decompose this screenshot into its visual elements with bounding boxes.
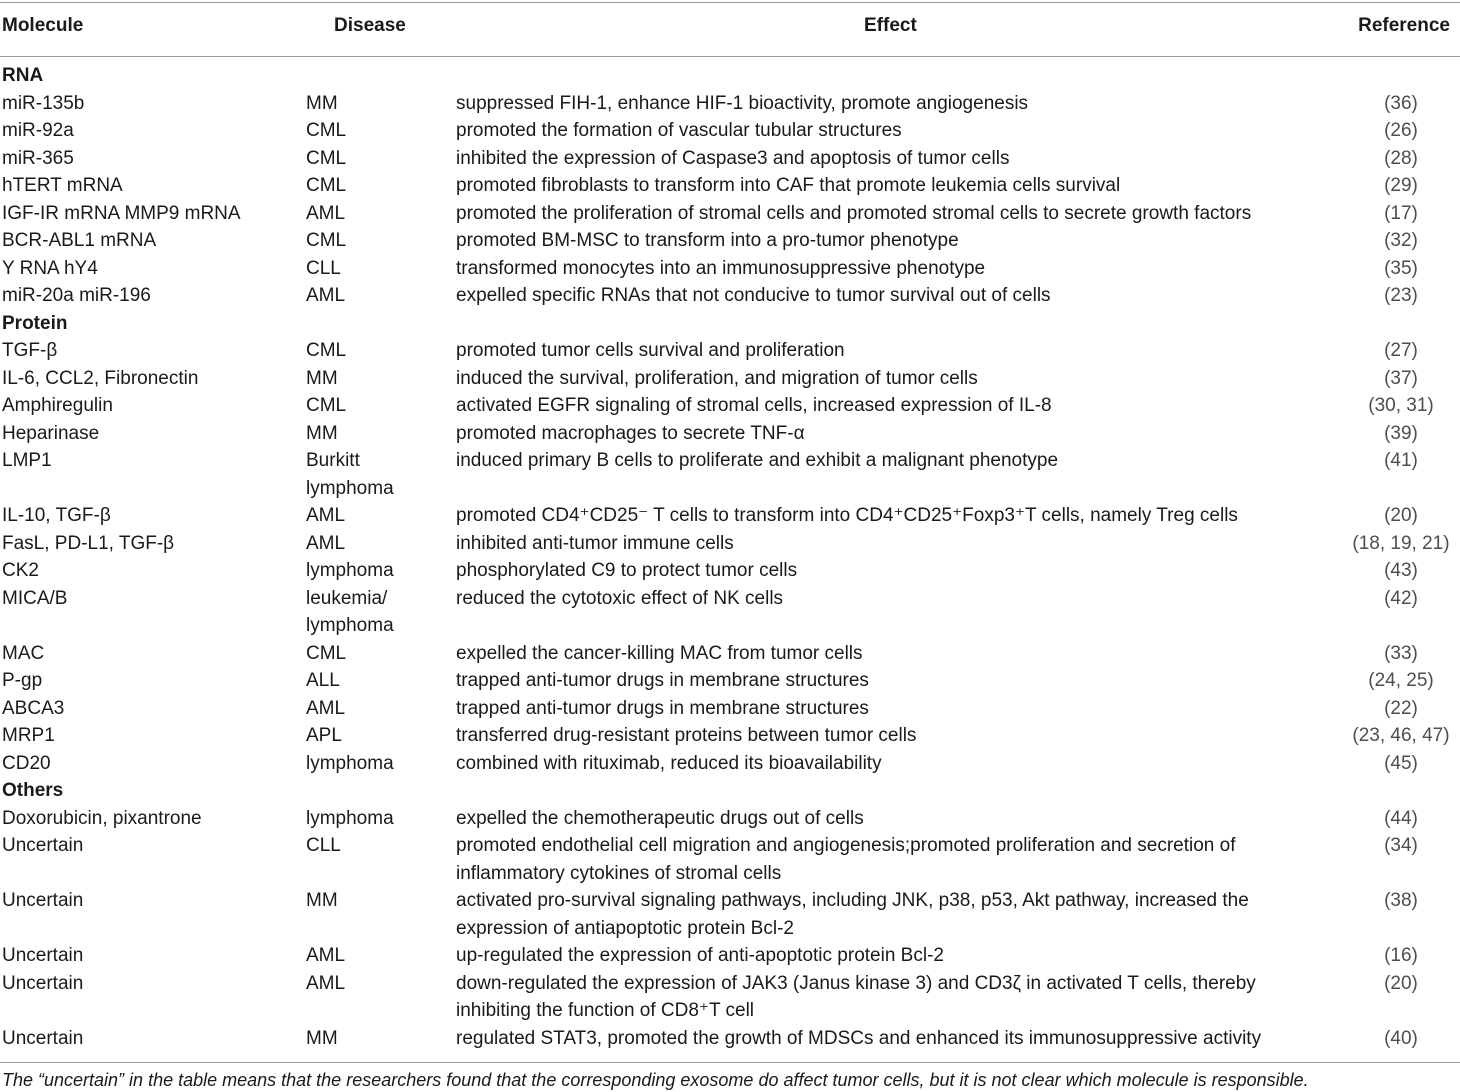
cell-molecule: Heparinase — [2, 422, 100, 444]
cell-disease: AML — [306, 697, 346, 719]
cell-effect: combined with rituximab, reduced its bioavailability — [456, 752, 882, 774]
cell-disease: MM — [306, 367, 338, 389]
cell-molecule: miR-365 — [2, 147, 74, 169]
header-rule — [0, 56, 1460, 57]
cell-effect-line2: inflammatory cytokines of stromal cells — [456, 862, 782, 884]
cell-molecule: MAC — [2, 642, 45, 664]
cell-reference: (41) — [1384, 450, 1418, 471]
cell-effect: expelled specific RNAs that not conducive to tumor survival out of cells — [456, 285, 1051, 306]
table-row — [0, 530, 1460, 558]
section-row — [0, 310, 1460, 338]
cell-disease: AML — [306, 532, 346, 554]
cell-reference: (40) — [1384, 1027, 1418, 1049]
cell-disease: AML — [306, 972, 346, 994]
cell-effect: transferred drug-resistant proteins between tumor cells — [456, 725, 917, 746]
cell-reference: (20) — [1384, 972, 1418, 994]
cell-disease: MM — [306, 422, 338, 444]
cell-molecule: miR-20a miR-196 — [2, 285, 151, 306]
cell-reference: (33) — [1384, 642, 1418, 664]
table-row — [0, 255, 1460, 283]
table-row — [0, 805, 1460, 833]
cell-reference: (37) — [1384, 367, 1418, 389]
cell-reference: (30, 31) — [1368, 395, 1434, 416]
cell-disease: CML — [306, 120, 347, 141]
table-row — [0, 172, 1460, 200]
table-footnote: The “uncertain” in the table means that the researchers found that the corresponding exosome do affect tumor cells, but it is not clear which molecule is responsible. — [2, 1070, 1309, 1090]
cell-effect: promoted the formation of vascular tubular structures — [456, 120, 902, 141]
cell-reference: (16) — [1384, 945, 1418, 966]
cell-effect: promoted macrophages to secrete TNF-α — [456, 422, 805, 444]
section-label: Protein — [2, 312, 68, 334]
table-row — [0, 832, 1460, 887]
cell-effect: promoted endothelial cell migration and angiogenesis;promoted proliferation and secretion of — [456, 835, 1236, 856]
cell-disease: AML — [306, 505, 346, 526]
table-row — [0, 365, 1460, 393]
cell-molecule: Y RNA hY4 — [2, 257, 98, 279]
cell-reference: (36) — [1384, 92, 1418, 114]
cell-disease: MM — [306, 890, 338, 911]
cell-reference: (38) — [1384, 890, 1418, 911]
cell-effect: promoted the proliferation of stromal cells and promoted stromal cells to secrete growth factors — [456, 202, 1252, 224]
cell-disease: AML — [306, 945, 346, 966]
table-row — [0, 90, 1460, 118]
cell-molecule: IL-6, CCL2, Fibronectin — [2, 367, 199, 389]
cell-disease: CLL — [306, 257, 341, 279]
cell-disease: lymphoma — [306, 807, 394, 829]
cell-disease: lymphoma — [306, 560, 394, 581]
cell-reference: (45) — [1384, 752, 1418, 774]
cell-effect: induced primary B cells to proliferate and exhibit a malignant phenotype — [456, 450, 1059, 471]
cell-reference: (35) — [1384, 257, 1418, 279]
cell-molecule: Uncertain — [2, 945, 84, 966]
cell-effect: promoted tumor cells survival and proliferation — [456, 340, 845, 361]
header-reference: Reference — [1358, 15, 1450, 36]
cell-molecule: TGF-β — [2, 340, 58, 361]
cell-molecule: IGF-IR mRNA MMP9 mRNA — [2, 202, 241, 224]
cell-effect-line2: expression of antiapoptotic protein Bcl-2 — [456, 917, 794, 939]
cell-effect: promoted fibroblasts to transform into CAF that promote leukemia cells survival — [456, 175, 1121, 196]
cell-reference: (39) — [1384, 422, 1418, 444]
table-row — [0, 667, 1460, 695]
cell-disease: CML — [306, 147, 347, 169]
cell-reference: (28) — [1384, 147, 1418, 169]
cell-disease: CLL — [306, 835, 341, 856]
cell-reference: (26) — [1384, 120, 1418, 141]
cell-disease: AML — [306, 285, 346, 306]
cell-disease: leukemia/ — [306, 587, 388, 609]
cell-disease: AML — [306, 202, 346, 224]
cell-disease-line2: lymphoma — [306, 615, 394, 636]
section-label: RNA — [2, 65, 44, 86]
cell-disease: CML — [306, 642, 347, 664]
cell-molecule: CK2 — [2, 560, 39, 581]
cell-effect: expelled the cancer-killing MAC from tumor cells — [456, 642, 863, 664]
cell-reference: (23) — [1384, 285, 1418, 306]
cell-effect: promoted BM-MSC to transform into a pro-tumor phenotype — [456, 230, 959, 251]
cell-effect: transformed monocytes into an immunosuppressive phenotype — [456, 257, 986, 279]
table-row — [0, 887, 1460, 942]
cell-effect: up-regulated the expression of anti-apoptotic protein Bcl-2 — [456, 945, 944, 966]
cell-reference: (32) — [1384, 230, 1418, 251]
section-label: Others — [2, 780, 64, 801]
cell-molecule: MICA/B — [2, 587, 68, 609]
cell-effect: trapped anti-tumor drugs in membrane structures — [456, 697, 869, 719]
table-row — [0, 502, 1460, 530]
cell-molecule: Uncertain — [2, 972, 84, 994]
cell-effect: trapped anti-tumor drugs in membrane structures — [456, 670, 869, 691]
cell-reference: (23, 46, 47) — [1352, 725, 1450, 746]
cell-effect: suppressed FIH-1, enhance HIF-1 bioactivity, promote angiogenesis — [456, 92, 1029, 114]
cell-molecule: P-gp — [2, 670, 43, 691]
cell-molecule: LMP1 — [2, 450, 52, 471]
cell-disease: lymphoma — [306, 752, 394, 774]
cell-reference: (17) — [1384, 202, 1418, 224]
cell-reference: (18, 19, 21) — [1352, 532, 1450, 554]
cell-disease-line2: lymphoma — [306, 477, 394, 499]
cell-disease: MM — [306, 92, 338, 114]
table-row — [0, 420, 1460, 448]
cell-molecule: Uncertain — [2, 1027, 84, 1049]
cell-molecule: miR-92a — [2, 120, 74, 141]
table-row — [0, 585, 1460, 640]
cell-molecule: MRP1 — [2, 725, 55, 746]
cell-disease: ALL — [306, 670, 340, 691]
table-row — [0, 1025, 1460, 1053]
cell-molecule: hTERT mRNA — [2, 175, 123, 196]
cell-effect: inhibited the expression of Caspase3 and apoptosis of tumor cells — [456, 147, 1010, 169]
cell-molecule: Doxorubicin, pixantrone — [2, 807, 202, 829]
table-row — [0, 282, 1460, 310]
cell-reference: (22) — [1384, 697, 1418, 719]
table-row — [0, 640, 1460, 668]
cell-molecule: miR-135b — [2, 92, 85, 114]
cell-effect: phosphorylated C9 to protect tumor cells — [456, 560, 798, 581]
cell-molecule: Amphiregulin — [2, 395, 113, 416]
table-row — [0, 750, 1460, 778]
cell-effect: expelled the chemotherapeutic drugs out of cells — [456, 807, 864, 829]
cell-disease: APL — [306, 725, 342, 746]
cell-reference: (29) — [1384, 175, 1418, 196]
cell-reference: (34) — [1384, 835, 1418, 856]
cell-effect-line2: inhibiting the function of CD8⁺T cell — [456, 1000, 755, 1021]
cell-disease: CML — [306, 230, 347, 251]
table-row — [0, 695, 1460, 723]
cell-effect: regulated STAT3, promoted the growth of MDSCs and enhanced its immunosuppressive activity — [456, 1027, 1262, 1049]
cell-disease: Burkitt — [306, 450, 360, 471]
section-row — [0, 777, 1460, 805]
section-row — [0, 62, 1460, 90]
cell-reference: (44) — [1384, 807, 1418, 829]
table-row — [0, 557, 1460, 585]
cell-reference: (43) — [1384, 560, 1418, 581]
table-row — [0, 227, 1460, 255]
table-row — [0, 722, 1460, 750]
table-row — [0, 145, 1460, 173]
cell-disease: CML — [306, 175, 347, 196]
cell-molecule: FasL, PD-L1, TGF-β — [2, 532, 175, 554]
bottom-rule — [0, 1062, 1460, 1063]
cell-reference: (20) — [1384, 505, 1418, 526]
cell-molecule: Uncertain — [2, 835, 84, 856]
table-row — [0, 337, 1460, 365]
table-row — [0, 447, 1460, 502]
header-molecule: Molecule — [2, 15, 84, 36]
cell-effect: activated EGFR signaling of stromal cells, increased expression of IL-8 — [456, 395, 1052, 416]
table-row — [0, 970, 1460, 1025]
cell-molecule: ABCA3 — [2, 697, 65, 719]
cell-effect: down-regulated the expression of JAK3 (Janus kinase 3) and CD3ζ in activated T cells, thereby — [456, 972, 1256, 994]
cell-reference: (24, 25) — [1368, 670, 1434, 691]
cell-effect: inhibited anti-tumor immune cells — [456, 532, 734, 554]
cell-molecule: Uncertain — [2, 890, 84, 911]
cell-molecule: CD20 — [2, 752, 51, 774]
table-row — [0, 942, 1460, 970]
cell-disease: CML — [306, 395, 347, 416]
cell-molecule: BCR-ABL1 mRNA — [2, 230, 157, 251]
table-row — [0, 392, 1460, 420]
table-row — [0, 200, 1460, 228]
cell-effect: induced the survival, proliferation, and migration of tumor cells — [456, 367, 978, 389]
cell-effect: promoted CD4⁺CD25⁻ T cells to transform into CD4⁺CD25⁺Foxp3⁺T cells, namely Treg cells — [456, 505, 1238, 526]
table-row — [0, 117, 1460, 145]
header-disease: Disease — [334, 15, 406, 36]
cell-reference: (42) — [1384, 587, 1418, 609]
table-header — [0, 0, 1460, 56]
cell-disease: MM — [306, 1027, 338, 1049]
cell-molecule: IL-10, TGF-β — [2, 505, 111, 526]
cell-disease: CML — [306, 340, 347, 361]
header-effect: Effect — [864, 15, 917, 36]
cell-effect: reduced the cytotoxic effect of NK cells — [456, 587, 784, 609]
cell-reference: (27) — [1384, 340, 1418, 361]
cell-effect: activated pro-survival signaling pathways, including JNK, p38, p53, Akt pathway, increased the — [456, 890, 1249, 911]
table-body — [0, 62, 1460, 1052]
